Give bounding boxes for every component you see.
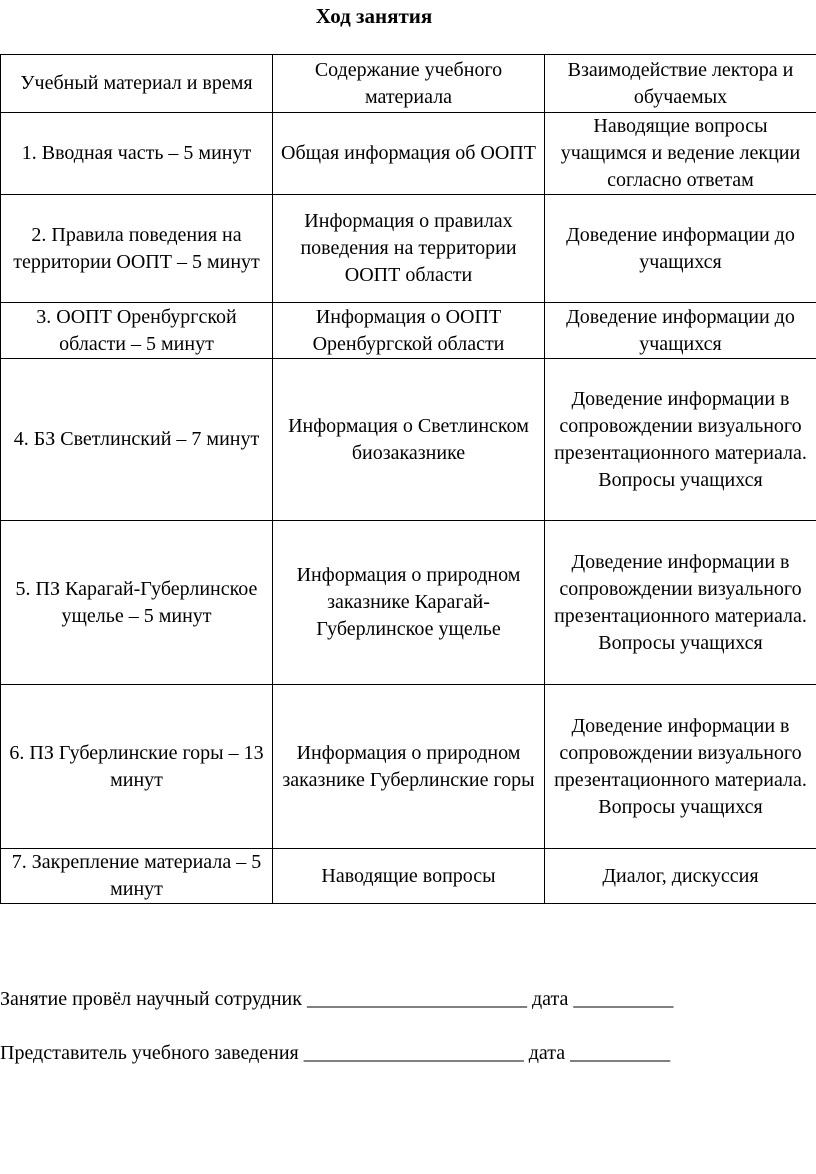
cell-content: Общая информация об ООПТ [273,113,545,195]
cell-interaction: Доведение информации до учащихся [545,195,816,303]
table-row [1,303,816,359]
header-cell-content: Содержание учебного материала [273,55,545,113]
header-cell-interaction: Взаимодействие лектора и обучаемых [545,55,816,113]
cell-material: 6. ПЗ Губерлинские горы – 13 минут [1,685,273,849]
table-row [1,849,816,904]
signature-line-researcher: Занятие провёл научный сотрудник ______________________ дата __________ [0,988,674,1010]
table-row [1,521,816,685]
cell-interaction: Доведение информации до учащихся [545,303,816,359]
cell-material: 1. Вводная часть – 5 минут [1,113,273,195]
table-row [1,113,816,195]
cell-content: Информация о Светлинском биозаказнике [273,359,545,521]
cell-content: Информация о природном заказнике Карагай-Губерлинское ущелье [273,521,545,685]
table-row [1,195,816,303]
cell-interaction: Диалог, дискуссия [545,849,816,904]
table-row [1,359,816,521]
cell-content: Информация о правилах поведения на территории ООПТ области [273,195,545,303]
cell-interaction: Доведение информации в сопровождении визуального презентационного материала. Вопросы учащихся [545,685,816,849]
header-cell-material: Учебный материал и время [1,55,273,113]
cell-interaction: Доведение информации в сопровождении визуального презентационного материала. Вопросы учащихся [545,359,816,521]
lesson-plan-table [0,54,816,904]
cell-interaction: Доведение информации в сопровождении визуального презентационного материала. Вопросы учащихся [545,521,816,685]
cell-material: 4. БЗ Светлинский – 7 минут [1,359,273,521]
table-row [1,685,816,849]
cell-material: 3. ООПТ Оренбургской области – 5 минут [1,303,273,359]
cell-content: Наводящие вопросы [273,849,545,904]
cell-content: Информация о природном заказнике Губерлинские горы [273,685,545,849]
cell-interaction: Наводящие вопросы учащимся и ведение лекции согласно ответам [545,113,816,195]
cell-content: Информация о ООПТ Оренбургской области [273,303,545,359]
signature-line-school-representative: Представитель учебного заведения ______________________ дата __________ [0,1042,671,1064]
table-header-row [1,55,816,113]
cell-material: 7. Закрепление материала – 5 минут [1,849,273,904]
document-title: Ход занятия [315,4,433,28]
cell-material: 5. ПЗ Карагай-Губерлинское ущелье – 5 минут [1,521,273,685]
cell-material: 2. Правила поведения на территории ООПТ – 5 минут [1,195,273,303]
